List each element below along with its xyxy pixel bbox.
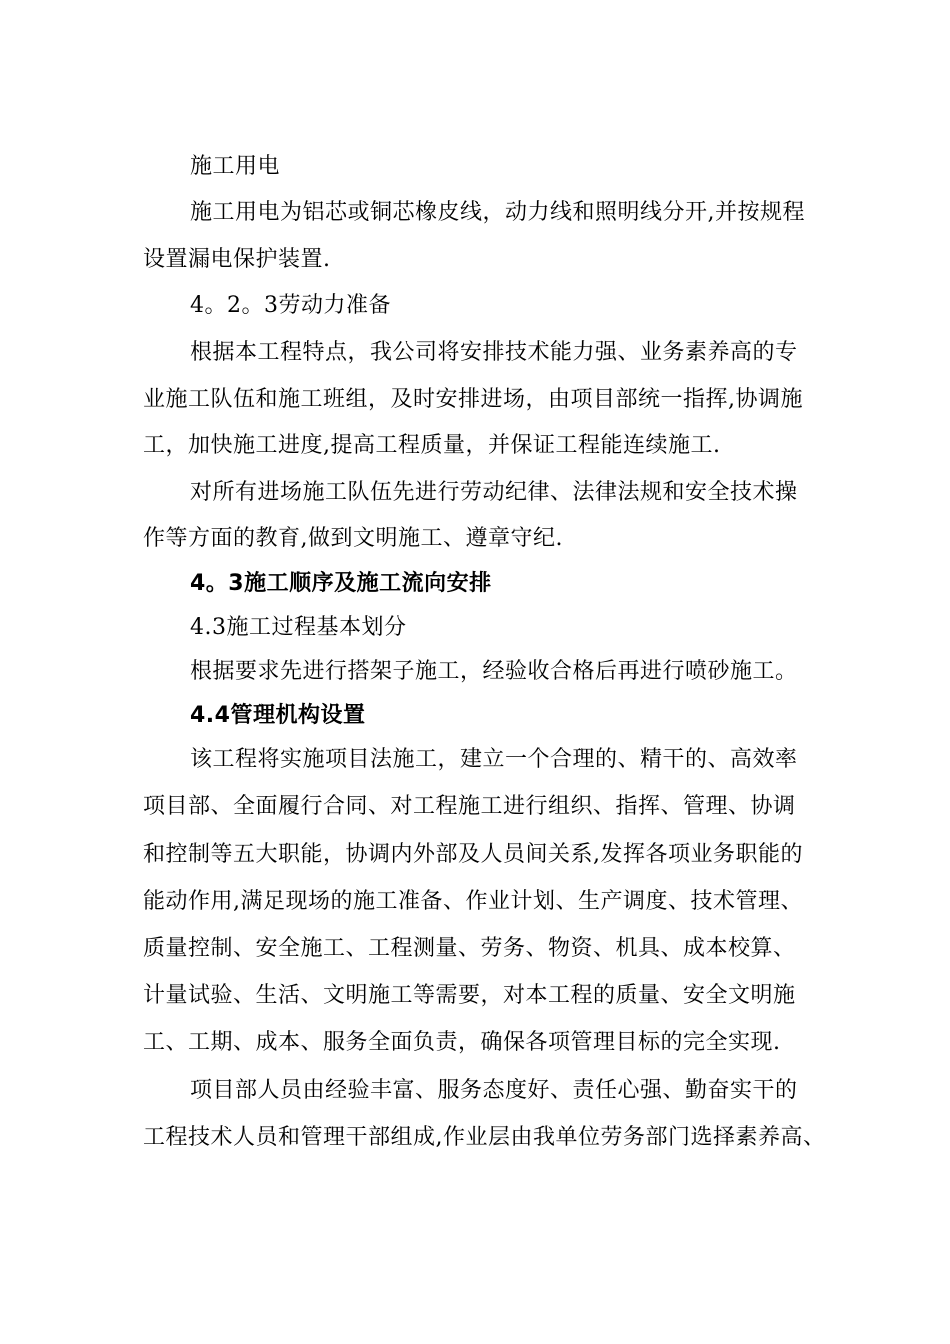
paragraph-line: 根据本工程特点，我公司将安排技术能力强、业务素养高的专 (190, 340, 798, 365)
section-heading-labor: 4。2。3劳动力准备 (190, 293, 391, 318)
paragraph-line: 业施工队伍和施工班组，及时安排进场，由项目部统一指挥,协调施 (143, 387, 803, 412)
section-heading-division: 4.3施工过程基本划分 (190, 615, 407, 640)
paragraph-line: 工，加快施工进度,提高工程质量，并保证工程能连续施工. (143, 433, 721, 458)
paragraph-line: 项目部人员由经验丰富、服务态度好、责任心强、勤奋实干的 (190, 1078, 798, 1103)
paragraph-line: 施工用电为铝芯或铜芯橡皮线，动力线和照明线分开,并按规程 (190, 200, 805, 225)
paragraph-line: 该工程将实施项目法施工，建立一个合理的、精干的、高效率 (190, 747, 798, 772)
paragraph-line: 根据要求先进行搭架子施工，经验收合格后再进行喷砂施工。 (190, 659, 798, 684)
paragraph-line: 计量试验、生活、文明施工等需要，对本工程的质量、安全文明施 (143, 983, 796, 1008)
section-heading-power: 施工用电 (190, 154, 281, 179)
paragraph-line: 设置漏电保护装置. (143, 247, 331, 272)
paragraph-line: 项目部、全面履行合同、对工程施工进行组织、指挥、管理、协调 (143, 794, 796, 819)
section-heading-management: 4.4管理机构设置 (190, 703, 366, 728)
paragraph-line: 工程技术人员和管理干部组成,作业层由我单位劳务部门选择素养高、 (143, 1125, 826, 1150)
paragraph-line: 能动作用,满足现场的施工准备、作业计划、生产调度、技术管理、 (143, 889, 803, 914)
paragraph-line: 作等方面的教育,做到文明施工、遵章守纪. (143, 526, 563, 551)
paragraph-line: 和控制等五大职能，协调内外部及人员间关系,发挥各项业务职能的 (143, 842, 803, 867)
paragraph-line: 质量控制、安全施工、工程测量、劳务、物资、机具、成本校算、 (143, 936, 796, 961)
paragraph-line: 工、工期、成本、服务全面负责，确保各项管理目标的完全实现. (143, 1030, 781, 1055)
paragraph-line: 对所有进场施工队伍先进行劳动纪律、法律法规和安全技术操 (190, 480, 798, 505)
section-heading-sequence: 4。3施工顺序及施工流向安排 (190, 571, 492, 596)
